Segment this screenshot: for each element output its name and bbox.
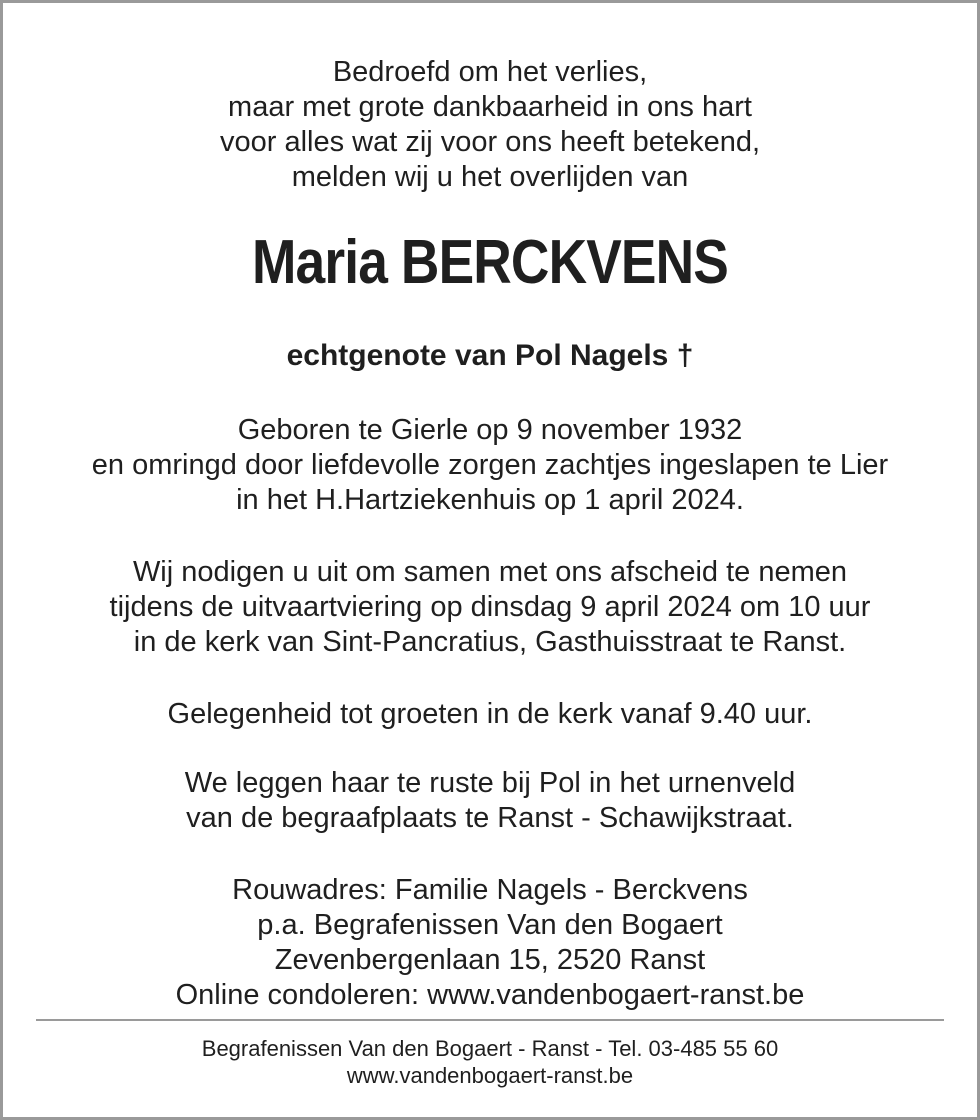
birth-line: Geboren te Gierle op 9 november 1932 — [237, 414, 743, 446]
greeting-info — [0, 697, 980, 732]
funeral-home-footer — [0, 1035, 980, 1089]
birth-death-details — [0, 413, 980, 518]
birth-line: in het H.Hartziekenhuis op 1 april 2024. — [236, 484, 744, 516]
intro-line: melden wij u het overlijden van — [291, 161, 689, 193]
funeral-home-website: www.vandenbogaert-ranst.be — [346, 1063, 634, 1088]
greeting-line: Gelegenheid tot groeten in de kerk vanaf 9.40 uur. — [167, 698, 813, 730]
intro-line: Bedroefd om het verlies, — [332, 56, 648, 88]
mourning-address — [0, 873, 980, 1013]
resting-place-line: van de begraafplaats te Ranst - Schawijkstraat. — [186, 802, 794, 834]
address-line: Zevenbergenlaan 15, 2520 Ranst — [274, 944, 706, 976]
ceremony-invitation — [0, 555, 980, 660]
ceremony-line: tijdens de uitvaartviering op dinsdag 9 april 2024 om 10 uur — [109, 591, 871, 623]
deceased-name: Maria BERCKVENS — [251, 228, 728, 297]
ceremony-line: Wij nodigen u uit om samen met ons afscheid te nemen — [132, 556, 848, 588]
spouse-line: echtgenote van Pol Nagels † — [286, 339, 694, 372]
ceremony-line: in de kerk van Sint-Pancratius, Gasthuisstraat te Ranst. — [133, 626, 847, 658]
condolence-link: Online condoleren: www.vandenbogaert-ranst.be — [175, 979, 805, 1011]
resting-place-info — [0, 766, 980, 836]
intro-line: maar met grote dankbaarheid in ons hart — [228, 91, 752, 123]
footer-divider — [36, 1019, 944, 1021]
resting-place-line: We leggen haar te ruste bij Pol in het urnenveld — [184, 767, 796, 799]
intro-line: voor alles wat zij voor ons heeft betekend, — [219, 126, 761, 158]
address-line: Rouwadres: Familie Nagels - Berckvens — [232, 874, 748, 906]
funeral-home-contact: Begrafenissen Van den Bogaert - Ranst - Tel. 03-485 55 60 — [201, 1036, 779, 1061]
birth-line: en omringd door liefdevolle zorgen zachtjes ingeslapen te Lier — [91, 449, 889, 481]
intro-text — [0, 55, 980, 195]
address-line: p.a. Begrafenissen Van den Bogaert — [257, 909, 723, 941]
